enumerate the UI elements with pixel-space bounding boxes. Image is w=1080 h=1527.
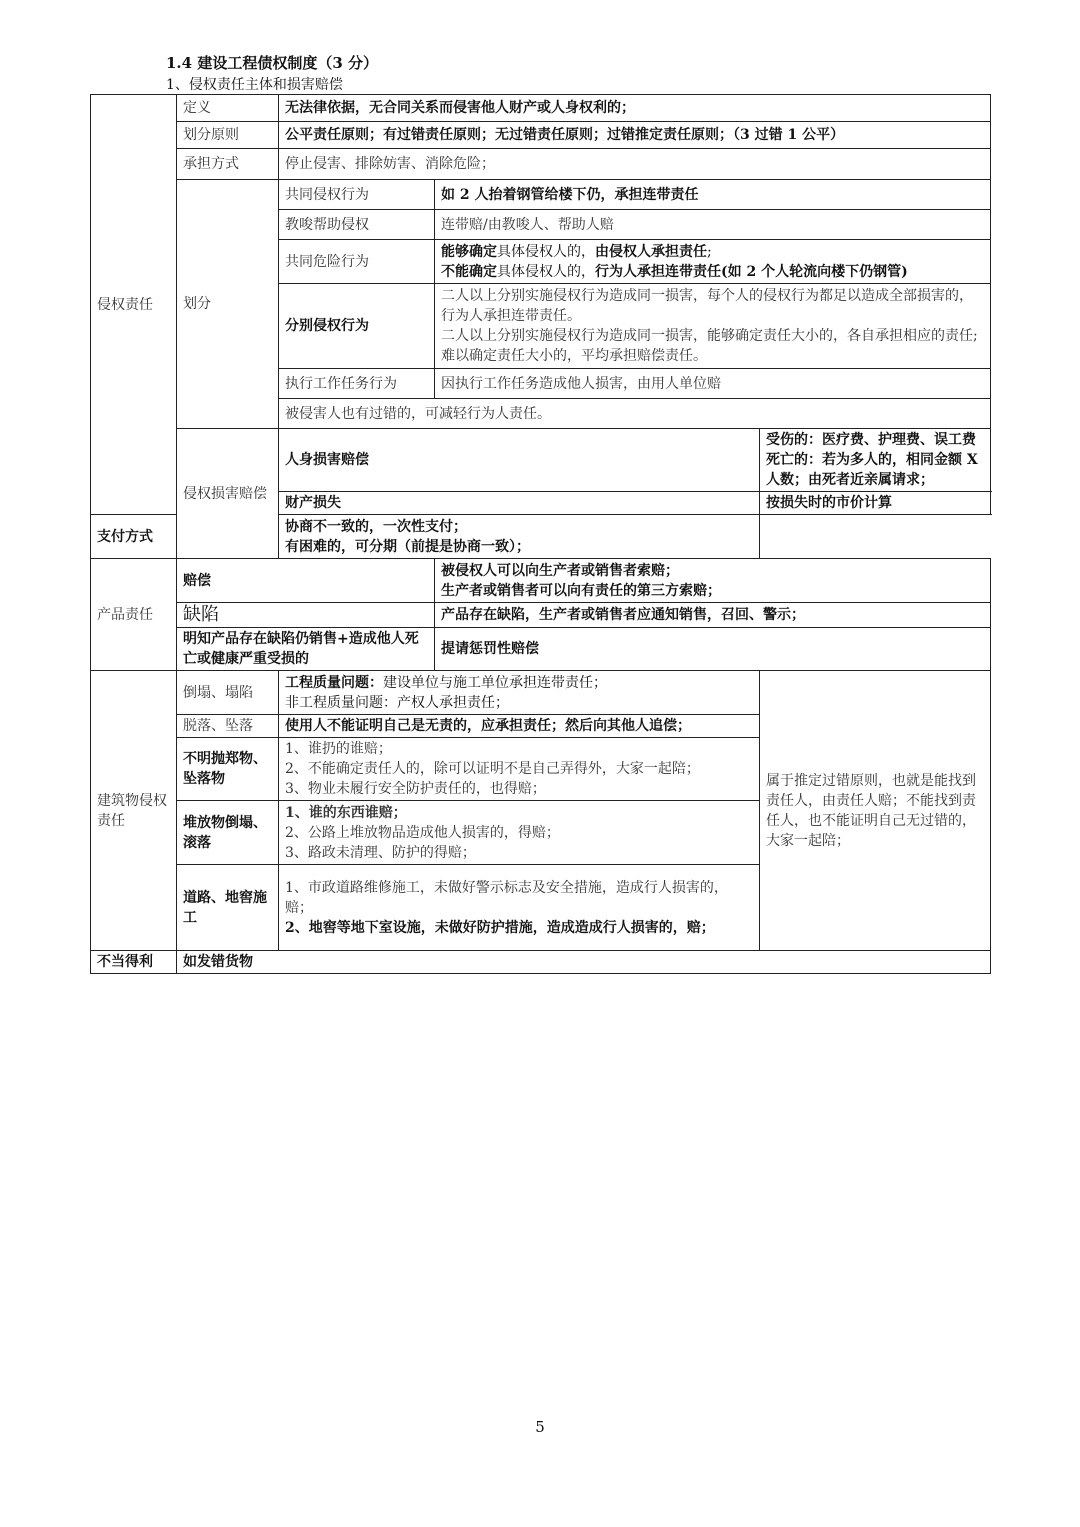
table-row — [91, 603, 991, 628]
payment-content — [279, 515, 760, 559]
table-row — [91, 951, 991, 974]
text-line: 被侵权人可以向生产者或销售者索赔； — [441, 562, 679, 579]
division-content-abet: 连带赔/由教唆人、帮助人赔 — [435, 210, 991, 240]
division-content-joint: 如 2 人抬着钢管给楼下仍，承担连带责任 — [435, 180, 991, 210]
page-number: 5 — [535, 1418, 545, 1436]
text-line: 2、地窖等地下室设施，未做好防护措施，造成造成行人损害的，赔； — [285, 919, 715, 936]
defect-label: 缺陷 — [177, 603, 435, 628]
table-row — [91, 149, 991, 180]
table-row — [91, 559, 991, 603]
text-line: 二人以上分别实施侵权行为造成同一损害，每个人的侵权行为都足以造成全部损害的，行为人承担连带责任。 — [441, 288, 973, 324]
section-heading: 1.4 建设工程债权制度（3 分） — [166, 54, 378, 72]
personal-label: 人身损害赔偿 — [279, 429, 760, 492]
compensation-content — [435, 559, 991, 603]
collapse-label: 倒塌、塌陷 — [177, 671, 279, 715]
division-label: 划分 — [177, 180, 279, 429]
knowing-content: 提请惩罚性赔偿 — [435, 628, 991, 671]
text-line: 死亡的：若为多人的，相同金额 X 人数；由死者近亲属请求； — [766, 452, 978, 488]
unjust-content: 如发错货物 — [177, 951, 991, 974]
road-content — [279, 865, 760, 951]
table-row — [91, 628, 991, 671]
text-bold: 工程质量问题： — [285, 674, 383, 691]
table-row — [91, 515, 991, 559]
division-label-separate: 分别侵权行为 — [279, 284, 435, 369]
road-label: 道路、地窖施工 — [177, 865, 279, 951]
text-line — [285, 673, 753, 693]
knowing-label: 明知产品存在缺陷仍销售+造成他人死亡或健康严重受损的 — [177, 628, 435, 671]
text-line: 2、公路上堆放物品造成他人损害的，得赔； — [285, 824, 560, 841]
division-content-separate — [435, 284, 991, 369]
payment-label: 支付方式 — [91, 515, 279, 559]
text-normal: 具体侵权人的， — [497, 263, 595, 280]
category-product: 产品责任 — [91, 559, 177, 671]
division-label-danger: 共同危险行为 — [279, 240, 435, 284]
stacked-content — [279, 801, 760, 865]
category-building: 建筑物侵权责任 — [91, 671, 177, 951]
text-line: 1、谁扔的谁赔； — [285, 741, 392, 757]
text-bold: 由侵权人承担责任 — [595, 243, 707, 260]
text-line: 非工程质量问题：产权人承担责任； — [285, 694, 509, 711]
personal-content — [760, 429, 991, 492]
compensation-label: 赔偿 — [177, 559, 435, 603]
table-row — [91, 95, 991, 122]
category-unjust: 不当得利 — [91, 951, 177, 974]
subsection-heading: 1、侵权责任主体和损害赔偿 — [166, 77, 343, 93]
falling-label: 脱落、坠落 — [177, 715, 279, 738]
unknown-label: 不明抛郑物、坠落物 — [177, 738, 279, 801]
text-normal: ; — [707, 243, 712, 260]
stacked-label: 堆放物倒塌、滚落 — [177, 801, 279, 865]
property-content: 按损失时的市价计算 — [760, 492, 991, 515]
text-line: 1、市政道路维修施工，未做好警示标志及安全措施，造成行人损害的，赔； — [285, 879, 728, 916]
table-row — [91, 180, 991, 210]
text-line: 3、物业未履行安全防护责任的，也得赔； — [285, 781, 546, 797]
text-line: 2、不能确定责任人的，除可以证明不是自己弄得外，大家一起陪； — [285, 761, 700, 777]
method-label: 承担方式 — [177, 149, 279, 180]
table-row — [91, 671, 991, 715]
victim-fault: 被侵害人也有过错的，可减轻行为人责任。 — [279, 399, 991, 429]
method-content: 停止侵害、排除妨害、消除危险； — [279, 149, 991, 180]
definition-content: 无法律依据，无合同关系而侵害他人财产或人身权利的； — [279, 95, 991, 122]
property-label: 财产损失 — [279, 492, 760, 515]
division-content-work: 因执行工作任务造成他人损害，由用人单位赔 — [435, 369, 991, 399]
division-content-danger — [435, 240, 991, 284]
category-damages: 侵权损害赔偿 — [177, 429, 279, 559]
table-row — [91, 122, 991, 149]
text-bold: 行为人承担连带责任(如 2 个人轮流向楼下仍钢管) — [595, 263, 908, 280]
text-line: 受伤的：医疗费、护理费、误工费 — [766, 432, 976, 448]
table-row — [91, 429, 991, 492]
collapse-content — [279, 671, 760, 715]
text-line: 有困难的，可分期（前提是协商一致）； — [285, 538, 530, 555]
falling-content: 使用人不能证明自己是无责的，应承担责任；然后向其他人追偿； — [279, 715, 760, 738]
text-bold: 能够确定 — [441, 243, 497, 260]
unknown-content — [279, 738, 760, 801]
building-note: 属于推定过错原则，也就是能找到责任人，由责任人赔；不能找到责任人，也不能证明自己无过错的，大家一起陪； — [760, 671, 991, 951]
text-normal: 具体侵权人的， — [497, 243, 595, 260]
tort-liability-table — [90, 94, 991, 974]
principle-label: 划分原则 — [177, 122, 279, 149]
division-label-work: 执行工作任务行为 — [279, 369, 435, 399]
text-line: 1、谁的东西谁赔； — [285, 804, 407, 821]
defect-content: 产品存在缺陷，生产者或销售者应通知销售，召回、警示； — [435, 603, 991, 628]
text-bold: 不能确定 — [441, 263, 497, 280]
text-normal: 建设单位与施工单位承担连带责任； — [383, 674, 607, 691]
text-line: 二人以上分别实施侵权行为造成同一损害，能够确定责任大小的，各自承担相应的责任;难以确定责任大小的，平均承担赔偿责任。 — [441, 328, 978, 364]
principle-content: 公平责任原则；有过错责任原则；无过错责任原则；过错推定责任原则；（3 过错 1 公平） — [279, 122, 991, 149]
text-line: 协商不一致的，一次性支付； — [285, 518, 467, 535]
text-line: 生产者或销售者可以向有责任的第三方索赔； — [441, 582, 721, 599]
definition-label: 定义 — [177, 95, 279, 122]
text-line: 3、路政未清理、防护的得赔； — [285, 844, 476, 861]
division-label-abet: 教唆帮助侵权 — [279, 210, 435, 240]
category-tort: 侵权责任 — [91, 95, 177, 515]
division-label-joint: 共同侵权行为 — [279, 180, 435, 210]
